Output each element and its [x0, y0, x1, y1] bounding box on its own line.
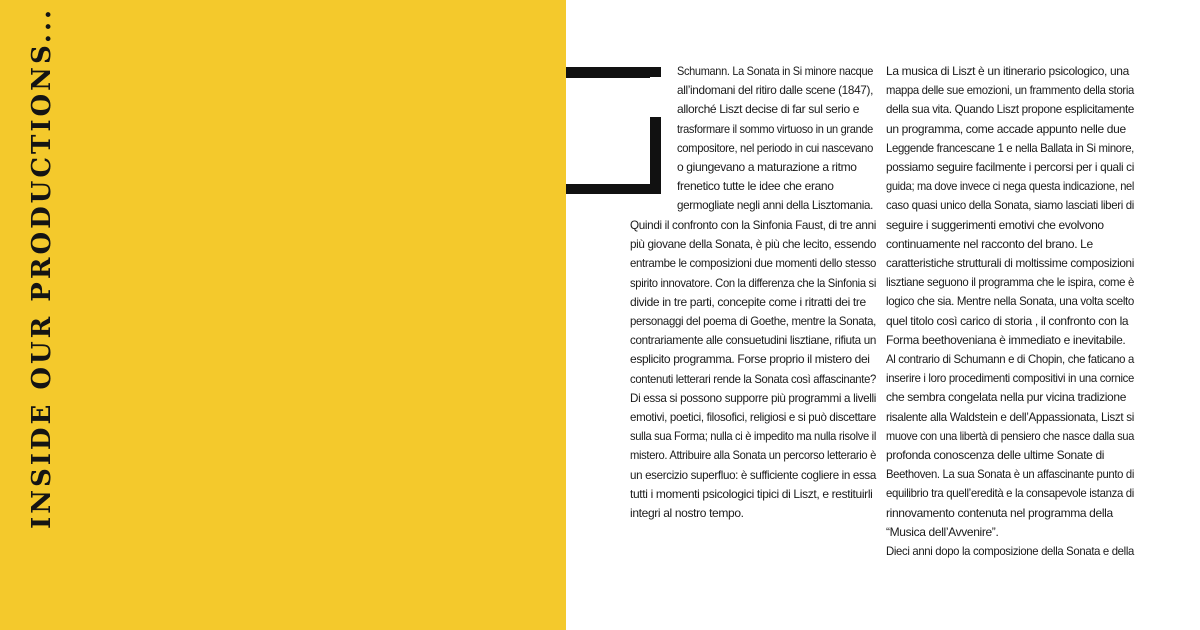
text-line: frenetico tutte le idee che erano: [677, 179, 834, 194]
text-line: seguire i suggerimenti emotivi che evolvono: [886, 217, 1104, 232]
yellow-sidebar-panel: [0, 0, 566, 630]
text-line: contrariamente alle consuetudini lisztiane, rifiuta un: [630, 333, 876, 348]
text-line: caso quasi unico della Sonata, siamo lasciati liberi di: [886, 198, 1134, 213]
text-line: un programma, come accade appunto nelle due: [886, 121, 1126, 136]
decorative-bracket: [566, 67, 661, 194]
text-line: Di essa si possono supporre più programmi a livelli: [630, 390, 876, 405]
text-line: Dieci anni dopo la composizione della Sonata e della: [886, 544, 1134, 559]
article-column-left-top: [677, 62, 892, 216]
section-title: INSIDE OUR PRODUCTIONS...: [27, 7, 57, 529]
text-line: che sembra congelata nella pur vicina tradizione: [886, 390, 1127, 405]
text-line: muove con una libertà di pensiero che nasce dalla sua: [886, 428, 1134, 443]
text-line: Quindi il confronto con la Sinfonia Faust, di tre anni: [630, 218, 876, 232]
text-line: o giungevano a maturazione a ritmo: [677, 160, 857, 175]
text-line: sulla sua Forma; nulla ci è impedito ma nulla risolve il: [630, 429, 876, 444]
text-line: germogliate negli anni della Lisztomania.: [677, 198, 873, 213]
article-column-left: [630, 216, 894, 523]
text-line: tutti i momenti psicologici tipici di Liszt, e restituirli: [630, 486, 873, 501]
text-line: logico che sia. Mentre nella Sonata, una volta scelto: [886, 294, 1134, 309]
text-line: equilibrio tra quell’eredità e la consapevole istanza di: [886, 486, 1134, 501]
text-line: lisztiane seguono il programma che le ispira, come è: [886, 275, 1134, 290]
text-line: Beethoven. La sua Sonata è un affascinante punto di: [886, 467, 1134, 482]
text-line: spirito innovatore. Con la differenza che la Sinfonia si: [630, 275, 876, 290]
text-line: integri al nostro tempo.: [630, 506, 744, 521]
text-line: compositore, nel periodo in cui nascevano: [677, 140, 873, 155]
text-line: Leggende francescane 1 e nella Ballata in Si minore,: [886, 140, 1134, 155]
text-line: trasformare il sommo virtuoso in un grande: [677, 121, 873, 136]
text-line: risalente alla Waldstein e dell’Appassionata, Liszt si: [886, 409, 1134, 424]
text-line: mappa delle sue emozioni, un frammento della storia: [886, 83, 1134, 98]
text-line: possiamo seguire facilmente i percorsi per i quali ci: [886, 160, 1134, 175]
text-line: divide in tre parti, concepite come i ritratti dei tre: [630, 294, 866, 309]
text-line: quel titolo così carico di storia , il confronto con la: [886, 313, 1129, 328]
text-line: profonda conoscenza delle ultime Sonate di: [886, 448, 1105, 463]
text-line: Schumann. La Sonata in Si minore nacque: [677, 64, 873, 78]
text-line: rinnovamento contenuta nel programma della: [886, 505, 1113, 520]
text-line: Al contrario di Schumann e di Chopin, che faticano a: [886, 352, 1134, 367]
text-line: personaggi del poema di Goethe, mentre la Sonata,: [630, 314, 876, 329]
text-line: esplicito programma. Forse proprio il mistero dei: [630, 352, 870, 367]
text-line: mistero. Attribuire alla Sonata un percorso letterario è: [630, 448, 876, 463]
text-line: Forma beethoveniana è immediato e inevitabile.: [886, 332, 1126, 347]
text-line: allorché Liszt decise di far sul serio e: [677, 102, 860, 117]
text-line: continuamente nel racconto del brano. Le: [886, 236, 1093, 251]
text-line: entrambe le composizioni due momenti dello stesso: [630, 256, 876, 271]
text-line: guida; ma dove invece ci nega questa indicazione, nel: [886, 179, 1134, 194]
text-line: della sua vita. Quando Liszt propone esplicitamente: [886, 102, 1134, 117]
text-line: La musica di Liszt è un itinerario psicologico, una: [886, 64, 1129, 78]
article-column-right: [886, 62, 1157, 561]
text-line: un esercizio superfluo: è sufficiente cogliere in essa: [630, 467, 876, 482]
text-line: inserire i loro procedimenti compositivi in una cornice: [886, 371, 1134, 386]
text-line: più giovane della Sonata, è più che lecito, essendo: [630, 237, 876, 252]
text-line: “Musica dell’Avvenire”.: [886, 524, 999, 539]
text-line: caratteristiche strutturali di moltissime composizioni: [886, 256, 1134, 271]
text-line: all’indomani del ritiro dalle scene (1847),: [677, 83, 873, 98]
text-line: contenuti letterari rende la Sonata così affascinante?: [630, 371, 876, 386]
text-line: emotivi, poetici, filosofici, religiosi e si può discettare: [630, 410, 876, 425]
